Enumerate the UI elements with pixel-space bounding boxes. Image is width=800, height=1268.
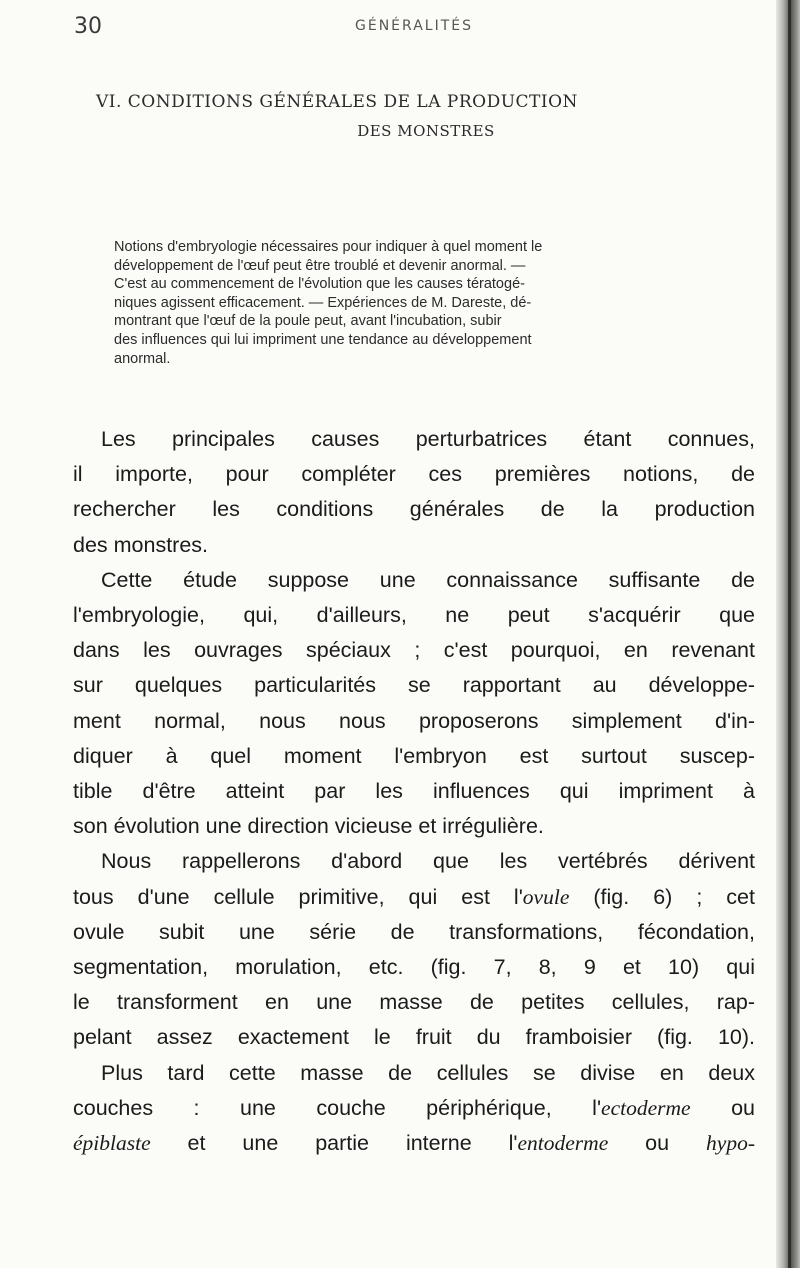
body-text-segment: ou xyxy=(690,1095,755,1120)
body-line: Plus tard cette masse de cellules se divise en deux xyxy=(101,1060,755,1085)
section-title-line-2: DES MONSTRES xyxy=(357,122,495,140)
section-title xyxy=(96,92,756,140)
section-title-line-1: VI. CONDITIONS GÉNÉRALES DE LA PRODUCTION xyxy=(96,92,578,112)
body-line: segmentation, morulation, etc. (fig. 7, 8, 9 et 10) qui xyxy=(73,955,755,980)
body-text-segment: et une partie interne l' xyxy=(150,1131,518,1156)
body-text-segment: tous d'une cellule primitive, qui est l' xyxy=(73,884,523,909)
section-summary xyxy=(114,238,754,368)
emphasis-entoderme: entoderme xyxy=(517,1131,609,1156)
body-line: l'embryologie, qui, d'ailleurs, ne peut s'acquérir que xyxy=(73,603,755,628)
body-text-segment: (fig. 6) ; cet xyxy=(569,884,755,909)
body-line xyxy=(73,1126,755,1161)
page-edge-line xyxy=(788,0,791,1268)
summary-line: C'est au commencement de l'évolution que les causes tératogé- xyxy=(114,276,525,293)
body-text-segment: ou xyxy=(608,1131,707,1156)
running-head: GÉNÉRALITÉS xyxy=(355,18,473,34)
summary-line: Notions d'embryologie nécessaires pour indiquer à quel moment le xyxy=(114,239,543,255)
summary-line: montrant que l'œuf de la poule peut, avant l'incubation, subir xyxy=(114,313,502,330)
body-line: Les principales causes perturbatrices étant connues, xyxy=(101,427,755,451)
emphasis-hypo: hypo- xyxy=(706,1131,755,1156)
body-line: ovule subit une série de transformations, fécondation, xyxy=(73,919,755,944)
emphasis-ectoderme: ectoderme xyxy=(601,1095,691,1120)
body-line: des monstres. xyxy=(73,532,209,557)
body-line: Nous rappellerons d'abord que les vertébrés dérivent xyxy=(101,849,755,874)
page-number: 30 xyxy=(74,14,102,39)
body-line: Cette étude suppose une connaissance suffisante de xyxy=(101,567,755,592)
summary-line: niques agissent efficacement. — Expériences de M. Dareste, dé- xyxy=(114,294,532,311)
body-text-segment: couches : une couche périphérique, l' xyxy=(73,1095,602,1120)
summary-line: anormal. xyxy=(114,350,171,367)
summary-line: des influences qui lui impriment une tendance au développement xyxy=(114,331,532,348)
body-line: pelant assez exactement le fruit du framboisier (fig. 10). xyxy=(73,1025,755,1050)
body-line: il importe, pour compléter ces premières notions, de xyxy=(73,462,755,487)
body-line: le transforment en une masse de petites cellules, rap- xyxy=(73,990,755,1015)
body-line: rechercher les conditions générales de la production xyxy=(73,497,755,522)
body-line: ment normal, nous nous proposerons simplement d'in- xyxy=(73,708,755,733)
emphasis-ovule: ovule xyxy=(522,884,570,909)
body-line xyxy=(73,1091,755,1126)
body-line: tible d'être atteint par les influences qui impriment à xyxy=(73,779,755,804)
body-text xyxy=(73,422,755,1161)
body-line: son évolution une direction vicieuse et irrégulière. xyxy=(73,814,544,839)
page-header xyxy=(74,14,754,44)
summary-line: développement de l'œuf peut être troublé et devenir anormal. — xyxy=(114,257,526,274)
body-line: sur quelques particularités se rapportant au développe- xyxy=(73,673,755,698)
body-line xyxy=(73,880,755,915)
emphasis-epiblaste: épiblaste xyxy=(73,1131,151,1156)
body-line: dans les ouvrages spéciaux ; c'est pourquoi, en revenant xyxy=(73,638,755,663)
body-line: diquer à quel moment l'embryon est surtout suscep- xyxy=(73,743,755,768)
